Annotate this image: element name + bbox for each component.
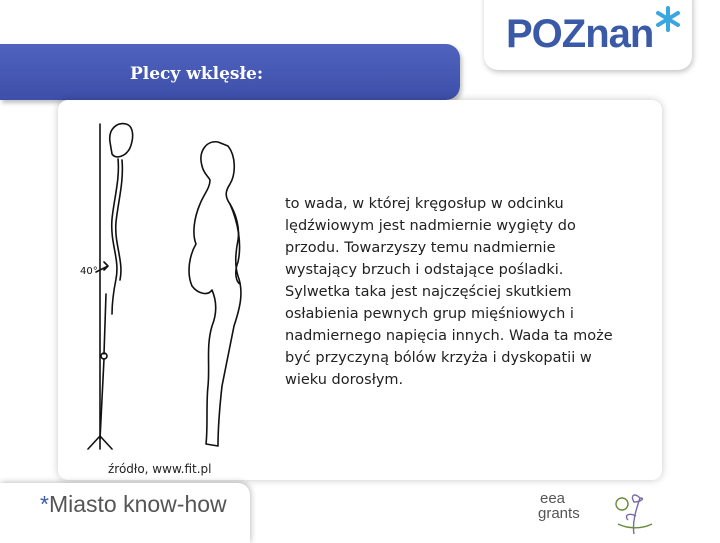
slide-title: Plecy wklęsłe: (130, 64, 264, 84)
eea-grants-text: grants (538, 505, 580, 522)
angle-arc (96, 262, 108, 272)
eea-grants-logo: eea (540, 490, 566, 507)
posture-illustration (68, 104, 268, 459)
poznan-logo: POZnan (506, 12, 654, 56)
skull-outline (110, 124, 133, 157)
angle-label: 40° (80, 266, 98, 277)
description-text: to wada, w której kręgosłup w odcinku lędźwiowym jest nadmiernie wygięty do przodu. Towarzyszy temu nadmiernie wystający brzuch i odstające pośladki. Sylwetka taka jest najczęściej skutkiem osłabienia pewnych grup mięśniowych i nadmiernego napięcia innych. Wada ta może być przyczyną bólów krzyża i dyskopatii w wieku dorosłym. (285, 196, 613, 388)
spine-curve (112, 159, 119, 314)
footer-brand-text: *Miasto know-how (40, 491, 227, 517)
source-caption: źródło, www.fit.pl (108, 462, 212, 476)
body-silhouette (189, 142, 241, 446)
asterisk-star-icon (655, 6, 681, 32)
footer-star: * (40, 491, 49, 517)
flower-logo (606, 484, 662, 538)
